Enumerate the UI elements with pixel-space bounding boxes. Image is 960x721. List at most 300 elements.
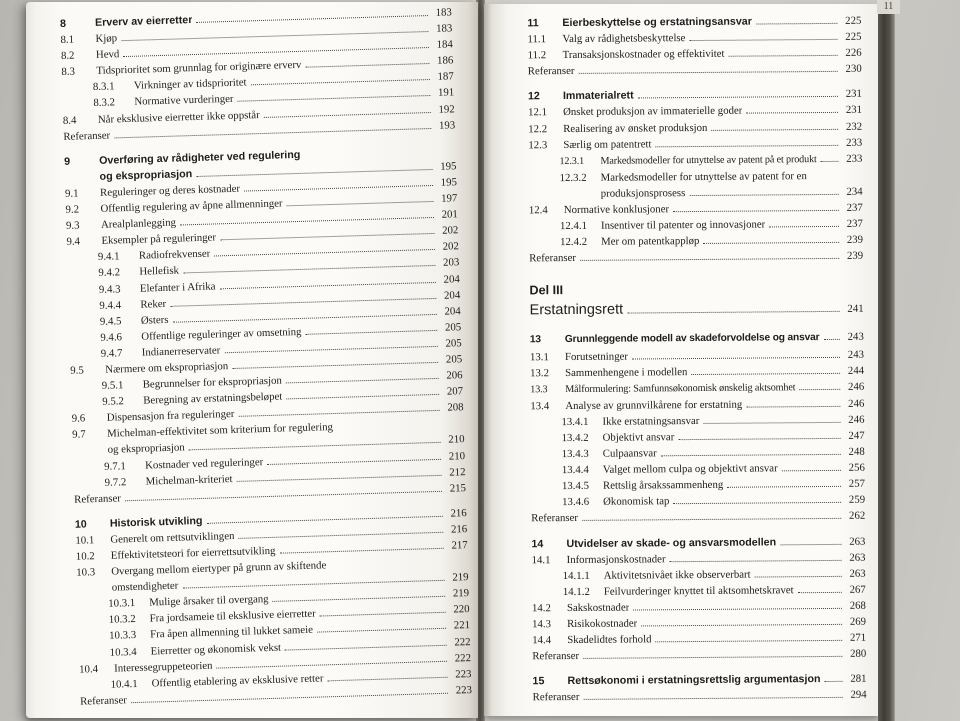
toc-entry-page: 223 bbox=[455, 667, 472, 681]
dot-leader bbox=[251, 79, 430, 85]
toc-entry-number: 10.3.1 bbox=[108, 597, 136, 611]
toc-entry-title: Beregning av erstatningsbeløpet bbox=[143, 390, 283, 407]
toc-entry-number: 14.1.1 bbox=[562, 569, 590, 582]
toc-entry-page: 202 bbox=[442, 240, 459, 254]
toc-entry-page: 208 bbox=[447, 401, 464, 414]
toc-entry-title: Markedsmodeller for utnyttelse av patent på et produkt bbox=[600, 153, 817, 167]
toc-entry-title: Indianerreservater bbox=[141, 344, 221, 359]
toc-entry-page: 262 bbox=[848, 510, 866, 523]
corner-page-number: 11 bbox=[883, 1, 894, 12]
toc-row bbox=[530, 329, 864, 349]
toc-entry-page: 221 bbox=[453, 619, 471, 633]
dot-leader bbox=[755, 576, 842, 578]
toc-entry-number: 9.4.2 bbox=[98, 266, 121, 280]
toc-entry-page: 246 bbox=[847, 380, 865, 393]
toc-entry-number: 12.4.2 bbox=[560, 236, 588, 249]
toc-entry-title: Økonomisk tap bbox=[603, 495, 670, 509]
toc-entry-page: 223 bbox=[455, 683, 473, 697]
toc-entry-page: 204 bbox=[443, 272, 460, 286]
toc-entry-page: 247 bbox=[848, 429, 865, 442]
toc-entry-title: Rettsøkonomi i erstatningsrettslig argumentasjon bbox=[567, 673, 821, 688]
toc-entry-title: Aktivitetsnivået ikke observerbart bbox=[603, 568, 751, 582]
toc-entry-number: 8.3.2 bbox=[93, 96, 116, 110]
toc-entry-number: 8 bbox=[59, 17, 67, 30]
toc-entry-page: 230 bbox=[845, 62, 862, 76]
toc-entry-title: Utvidelser av skade- og ansvarsmodellen bbox=[566, 535, 777, 550]
toc-entry-page: 186 bbox=[436, 54, 454, 68]
toc-entry-title: Referanser bbox=[529, 252, 577, 265]
toc-entry-page: 216 bbox=[450, 506, 467, 520]
toc-entry-number: 8.3.1 bbox=[92, 80, 115, 94]
toc-entry-page: 246 bbox=[848, 413, 865, 426]
toc-right bbox=[527, 13, 866, 706]
dot-leader bbox=[661, 454, 841, 456]
toc-entry-page: 219 bbox=[452, 571, 469, 584]
toc-entry-number: 12.3 bbox=[528, 138, 548, 151]
dot-leader bbox=[579, 71, 838, 74]
dot-leader bbox=[823, 339, 839, 340]
toc-entry-page: 184 bbox=[436, 38, 453, 51]
toc-entry-page: 217 bbox=[451, 539, 468, 552]
toc-entry-page: 183 bbox=[435, 22, 453, 35]
toc-entry-title: Referanser bbox=[73, 492, 122, 506]
toc-entry-number: 9.4 bbox=[66, 235, 81, 249]
dot-leader bbox=[114, 128, 431, 138]
toc-entry-page: 231 bbox=[845, 104, 863, 117]
toc-entry-number: 12.2 bbox=[528, 122, 548, 135]
toc-entry-number: 9.4.3 bbox=[98, 282, 121, 296]
toc-entry-page: 195 bbox=[440, 176, 458, 189]
page-corner bbox=[877, 0, 900, 14]
toc-entry-title: Særlig om patentrett bbox=[563, 138, 652, 151]
toc-entry bbox=[531, 508, 865, 527]
dot-leader bbox=[320, 612, 446, 617]
dot-leader bbox=[583, 656, 842, 659]
toc-entry-title: Interessegruppeteorien bbox=[113, 659, 213, 675]
toc-entry-number: 9.3 bbox=[65, 219, 80, 232]
toc-entry-title: Referanser bbox=[527, 65, 575, 78]
toc-row bbox=[533, 687, 867, 706]
dot-leader bbox=[267, 458, 441, 464]
toc-entry-page: 241 bbox=[847, 303, 864, 316]
toc-entry-page: 237 bbox=[846, 217, 863, 230]
toc-entry-number: 13.4.1 bbox=[561, 415, 589, 428]
dot-leader bbox=[655, 640, 842, 642]
toc-entry-title: Kjøp bbox=[95, 32, 118, 46]
toc-row bbox=[528, 150, 862, 170]
toc-entry-number: 13.4.2 bbox=[561, 431, 589, 445]
toc-entry-number: 10.3.3 bbox=[109, 629, 137, 643]
toc-entry-number: 9.4.5 bbox=[99, 314, 122, 328]
dot-leader bbox=[821, 161, 839, 162]
toc-entry-title: Fra åpen allmenning til lukket sameie bbox=[150, 624, 314, 642]
toc-entry-page: 205 bbox=[444, 320, 462, 334]
toc-entry-number: 9.1 bbox=[64, 187, 79, 200]
toc-entry-page: 205 bbox=[445, 353, 463, 366]
toc-entry-title: Del III bbox=[529, 283, 564, 298]
dot-leader bbox=[244, 185, 433, 192]
dot-leader bbox=[655, 145, 838, 147]
toc-entry-title: Kostnader ved reguleringer bbox=[144, 455, 264, 472]
toc-entry-page: 233 bbox=[846, 136, 863, 149]
toc-entry-title: Offentlige reguleringer av omsetning bbox=[141, 325, 302, 343]
toc-entry-number: 13.3 bbox=[530, 383, 548, 395]
toc-entry bbox=[532, 646, 866, 665]
toc-entry-title: Reguleringer og deres kostnader bbox=[99, 182, 241, 199]
toc-entry-page: 259 bbox=[848, 494, 866, 507]
dot-leader bbox=[317, 628, 446, 633]
toc-entry-title: Reker bbox=[140, 297, 167, 311]
dot-leader bbox=[627, 311, 840, 314]
toc-entry-title: Effektivitetsteori for eierrettsutvikling bbox=[110, 544, 276, 562]
toc-entry-number: 13.4 bbox=[530, 399, 550, 413]
toc-entry-page: 212 bbox=[449, 465, 466, 479]
toc-entry bbox=[533, 687, 867, 706]
toc-entry-page: 243 bbox=[847, 331, 864, 344]
toc-entry-number: 15 bbox=[532, 675, 545, 688]
toc-entry-title: Michelman-effektivitet som kriterium for regulering bbox=[107, 421, 334, 441]
toc-entry-number: 9.5.2 bbox=[102, 395, 125, 409]
toc-entry bbox=[529, 279, 863, 301]
toc-entry-number: 12.1 bbox=[528, 106, 548, 119]
toc-row bbox=[529, 279, 863, 301]
dot-leader bbox=[711, 128, 838, 130]
toc-entry-page: 204 bbox=[443, 288, 461, 302]
toc-entry-number: 10.3 bbox=[76, 566, 96, 579]
dot-leader bbox=[305, 63, 429, 68]
toc-entry-number: 8.2 bbox=[60, 49, 75, 63]
toc-entry-number: 12.4 bbox=[528, 204, 548, 217]
toc-entry-page: 263 bbox=[849, 551, 866, 564]
toc-entry-number: 10.4 bbox=[79, 662, 99, 676]
toc-entry-title: Mulige årsaker til overgang bbox=[149, 593, 269, 609]
toc-entry-number: 10.2 bbox=[75, 550, 95, 563]
dot-leader bbox=[756, 23, 838, 25]
toc-entry-page: 222 bbox=[454, 635, 471, 649]
toc-entry-title: Normative konklusjoner bbox=[563, 203, 670, 217]
toc-entry-page: 207 bbox=[446, 385, 464, 398]
toc-entry-title: Radiofrekvenser bbox=[138, 247, 211, 263]
toc-entry-title: Normative vurderinger bbox=[134, 93, 234, 109]
dot-leader bbox=[673, 210, 839, 212]
toc-entry-title: Historisk utvikling bbox=[109, 514, 203, 530]
dot-leader bbox=[286, 378, 439, 384]
toc-entry-number: 9.7 bbox=[72, 428, 86, 442]
dot-leader bbox=[125, 491, 442, 501]
toc-entry-number: 13.1 bbox=[529, 350, 549, 363]
dot-leader bbox=[799, 389, 840, 390]
toc-entry bbox=[529, 248, 863, 267]
dot-leader bbox=[780, 543, 841, 544]
dot-leader bbox=[670, 559, 842, 561]
toc-entry-number: 9.7.2 bbox=[104, 475, 127, 489]
toc-entry-number: 14.3 bbox=[532, 618, 552, 631]
toc-entry-page: 210 bbox=[448, 449, 466, 463]
toc-entry-page: 193 bbox=[438, 118, 456, 132]
toc-entry-page: 294 bbox=[850, 689, 867, 702]
toc-entry-title: Generelt om rettsutviklingen bbox=[110, 529, 235, 546]
toc-entry-number: 14.1.2 bbox=[562, 585, 590, 598]
toc-entry-page: 225 bbox=[845, 30, 862, 43]
dot-leader bbox=[306, 330, 438, 335]
toc-row bbox=[532, 671, 866, 690]
dot-leader bbox=[285, 644, 447, 650]
toc-entry-number: 9.4.7 bbox=[100, 347, 123, 360]
dot-leader bbox=[703, 242, 839, 244]
right-page bbox=[484, 4, 878, 716]
toc-entry-page: 234 bbox=[846, 185, 863, 198]
dot-leader bbox=[280, 548, 444, 554]
toc-entry-page: 215 bbox=[449, 481, 467, 495]
toc-entry-title: Erstatningsrett bbox=[529, 301, 624, 319]
toc-entry-number: 14 bbox=[531, 537, 544, 550]
dot-leader bbox=[729, 55, 838, 57]
toc-entry-number: 13.2 bbox=[530, 366, 550, 379]
toc-entry-title: produksjonsprosess bbox=[600, 187, 686, 200]
toc-entry-title: Eierbeskyttelse og erstatningsansvar bbox=[562, 15, 752, 30]
toc-entry-title: omstendigheter bbox=[111, 579, 179, 594]
toc-entry-title: Grunnleggende modell av skadeforvoldelse og ansvar bbox=[564, 332, 820, 346]
toc-entry-page: 281 bbox=[850, 672, 867, 686]
dot-leader bbox=[580, 258, 839, 261]
toc-entry-number: 10.1 bbox=[75, 534, 95, 547]
dot-leader bbox=[583, 697, 842, 700]
toc-entry-page: 239 bbox=[846, 233, 864, 247]
toc-entry-title: Transaksjonskostnader og effektivitet bbox=[562, 47, 725, 62]
toc-entry bbox=[530, 329, 864, 349]
toc-entry-number: 9.5 bbox=[70, 364, 84, 377]
dot-leader bbox=[287, 201, 434, 206]
toc-entry-title: Eierretter og økonomisk vekst bbox=[150, 641, 282, 658]
toc-entry-page: 204 bbox=[444, 304, 461, 318]
toc-row bbox=[531, 508, 865, 527]
toc-entry-page: 268 bbox=[849, 599, 866, 612]
toc-row bbox=[528, 61, 862, 80]
toc-entry-title: Nærmere om ekspropriasjon bbox=[105, 360, 229, 376]
toc-entry-title: Hevd bbox=[95, 48, 120, 62]
toc-entry-page: 233 bbox=[846, 152, 863, 165]
toc-entry-page: 225 bbox=[845, 14, 862, 27]
toc-entry-page: 192 bbox=[438, 102, 455, 116]
toc-entry-number: 13.4.5 bbox=[561, 480, 590, 493]
dot-leader bbox=[238, 410, 439, 417]
toc-entry-number: 11.1 bbox=[527, 33, 547, 46]
toc-entry-page: 191 bbox=[437, 86, 455, 100]
toc-entry-number: 13.4.6 bbox=[562, 496, 590, 509]
toc-entry-title: Mer om patentkappløp bbox=[601, 235, 700, 248]
toc-entry-number: 12.4.1 bbox=[559, 219, 587, 233]
dot-leader bbox=[689, 194, 838, 196]
toc-entry-number: 10.4.1 bbox=[110, 677, 138, 691]
toc-entry-page: 231 bbox=[845, 88, 862, 101]
toc-entry-title: Tidsprioritet som grunnlag for originære erverv bbox=[96, 59, 302, 78]
toc-entry-title: Begrunnelser for ekspropriasjon bbox=[142, 374, 283, 391]
toc-entry bbox=[529, 168, 863, 203]
toc-entry-title: Målformulering: Samfunnsøkonomisk ønskelig aktsomhet bbox=[565, 381, 796, 395]
toc-entry-title: Objektivt ansvar bbox=[602, 431, 675, 444]
toc-entry-title: Referanser bbox=[79, 694, 128, 708]
dot-leader bbox=[286, 394, 439, 400]
toc-entry-number: 9.4.4 bbox=[99, 298, 122, 312]
toc-entry-title: Ikke erstatningsansvar bbox=[602, 414, 700, 428]
toc-entry-page: 195 bbox=[440, 160, 457, 173]
toc-entry-page: 206 bbox=[446, 369, 463, 382]
toc-entry-title: Dispensasjon fra reguleringer bbox=[106, 408, 235, 424]
toc-entry-title: Østers bbox=[140, 313, 169, 327]
toc-entry-page: 257 bbox=[848, 477, 866, 491]
toc-entry-page: 216 bbox=[450, 523, 468, 536]
toc-entry-page: 201 bbox=[441, 208, 459, 221]
toc-entry-page: 269 bbox=[849, 615, 867, 628]
toc-entry-number: 11 bbox=[527, 17, 539, 30]
toc-left bbox=[60, 4, 472, 709]
dot-leader bbox=[691, 372, 840, 374]
toc-entry-title: Realisering av ønsket produksjon bbox=[563, 121, 708, 135]
toc-entry-number: 14.1 bbox=[531, 553, 551, 566]
toc-entry-title: Valget mellom culpa og objektivt ansvar bbox=[602, 462, 778, 476]
toc-entry-title: Sammenhengene i modellen bbox=[565, 365, 688, 379]
left-page bbox=[26, 2, 478, 718]
dot-leader bbox=[641, 624, 842, 627]
toc-entry-title: Overgang mellom eiertyper på grunn av skiftende bbox=[111, 559, 327, 578]
toc-entry-page: 280 bbox=[850, 647, 867, 660]
toc-entry-page: 187 bbox=[437, 70, 454, 84]
dot-leader bbox=[798, 592, 842, 593]
toc-entry-page: 271 bbox=[849, 631, 867, 644]
toc-entry-title: Forutsetninger bbox=[564, 350, 629, 363]
toc-entry-page: 203 bbox=[442, 256, 460, 270]
toc-entry-page: 243 bbox=[847, 348, 865, 361]
toc-entry-page: 222 bbox=[454, 651, 472, 665]
toc-entry-number: 8.4 bbox=[62, 114, 77, 127]
toc-entry-page: 205 bbox=[445, 337, 462, 350]
dot-leader bbox=[582, 518, 841, 521]
toc-entry-title: Hellefisk bbox=[139, 264, 180, 279]
dot-leader bbox=[633, 608, 842, 611]
toc-entry-number bbox=[77, 591, 112, 592]
toc-entry-title: og ekspropriasjon bbox=[99, 167, 193, 183]
toc-entry-title: Sakskostnader bbox=[566, 601, 630, 614]
toc-entry-page: 248 bbox=[848, 445, 865, 458]
toc-entry-page: 244 bbox=[847, 364, 865, 377]
toc-entry-number: 9.4.1 bbox=[97, 250, 120, 264]
dot-leader bbox=[638, 96, 838, 99]
toc-entry-title: Elefanter i Afrika bbox=[139, 279, 216, 295]
toc-entry-page: 256 bbox=[848, 461, 865, 474]
toc-entry-title: Fra jordsameie til eksklusive eierretter bbox=[149, 608, 316, 625]
toc-entry-number: 10.3.2 bbox=[108, 613, 136, 627]
toc-entry-number: 9.6 bbox=[71, 412, 86, 426]
toc-entry-page: 197 bbox=[441, 192, 458, 205]
toc-entry-page: 219 bbox=[452, 587, 470, 600]
toc-entry-page: 263 bbox=[849, 567, 866, 580]
toc-entry-title: Referanser bbox=[531, 512, 579, 525]
toc-entry-title: Skadelidtes forhold bbox=[567, 633, 652, 647]
toc-entry-number: 9.7.1 bbox=[103, 459, 126, 473]
toc-entry-number bbox=[65, 180, 100, 181]
dot-leader bbox=[703, 422, 840, 424]
toc-entry-number: 12.3.1 bbox=[559, 155, 585, 167]
toc-entry-title: Referanser bbox=[532, 650, 580, 663]
toc-entry-title: Markedsmodeller for utnyttelse av patent for en bbox=[600, 169, 807, 184]
toc-entry-title: Erverv av eierretter bbox=[94, 14, 193, 29]
dot-leader bbox=[689, 39, 837, 41]
toc-entry bbox=[528, 150, 862, 170]
dot-leader bbox=[328, 677, 448, 682]
dot-leader bbox=[678, 438, 840, 440]
toc-entry-title: Offentlig regulering av åpne allmenninger bbox=[100, 197, 283, 215]
toc-entry-number: 8.3 bbox=[61, 65, 76, 79]
toc-entry-title: Eksempler på reguleringer bbox=[101, 231, 217, 248]
dot-leader bbox=[632, 356, 840, 359]
toc-entry-title: Culpaansvar bbox=[602, 447, 657, 460]
toc-entry-number: 14.2 bbox=[531, 602, 551, 615]
toc-entry-page: 220 bbox=[453, 603, 470, 616]
toc-entry-number: 9.5.1 bbox=[101, 379, 124, 392]
toc-entry-number bbox=[73, 453, 108, 454]
toc-entry-page: 232 bbox=[845, 120, 863, 133]
toc-entry-number: 11.2 bbox=[527, 49, 547, 62]
toc-entry-title: Virkninger av tidsprioritet bbox=[133, 76, 247, 93]
toc-entry-title: Informasjonskostnader bbox=[566, 552, 666, 566]
toc-entry-number: 10.3.4 bbox=[109, 645, 137, 659]
toc-entry-title: og ekspropriasjon bbox=[107, 441, 185, 457]
toc-entry bbox=[532, 671, 866, 690]
toc-entry-number: 12 bbox=[527, 90, 540, 103]
dot-leader bbox=[746, 406, 840, 408]
toc-entry-title: Valg av rådighetsbeskyttelse bbox=[562, 32, 686, 46]
dot-leader bbox=[273, 596, 446, 602]
toc-entry-number: 9.4.6 bbox=[100, 331, 123, 344]
toc-entry-title: Risikokostnader bbox=[567, 617, 638, 631]
toc-entry-title: Insentiver til patenter og innovasjoner bbox=[600, 218, 766, 232]
dot-leader bbox=[746, 112, 838, 114]
toc-entry-page: 226 bbox=[845, 46, 862, 60]
toc-entry-number: 9 bbox=[63, 155, 71, 168]
toc-entry-number: 10 bbox=[74, 518, 87, 531]
toc-entry-page: 202 bbox=[441, 224, 459, 237]
dot-leader bbox=[238, 95, 431, 102]
toc-row bbox=[530, 298, 864, 323]
toc-entry-number: 13 bbox=[529, 334, 541, 346]
toc-entry-page: 246 bbox=[848, 397, 865, 410]
toc-entry-title: Arealplanlegging bbox=[100, 216, 177, 231]
toc-entry-page: 267 bbox=[849, 583, 866, 596]
dot-leader bbox=[131, 693, 448, 703]
toc-row bbox=[532, 646, 866, 665]
toc-entry-number: 9.2 bbox=[65, 203, 80, 216]
toc-entry-number: 8.1 bbox=[60, 33, 75, 47]
toc-entry-number: 14.4 bbox=[532, 634, 552, 647]
toc-entry bbox=[528, 61, 862, 80]
toc-entry-title: Når eksklusive eierretter ikke oppstår bbox=[97, 108, 260, 126]
toc-entry-title: Ønsket produksjon av immaterielle goder bbox=[563, 105, 743, 119]
page-edge-stack bbox=[878, 0, 895, 721]
toc-entry-number: 13.4.3 bbox=[561, 447, 589, 461]
dot-leader bbox=[727, 486, 841, 488]
toc-entry-title: Offentlig etablering av eksklusive retter bbox=[151, 672, 324, 690]
dot-leader bbox=[769, 226, 839, 228]
toc-entry-title: Referanser bbox=[532, 691, 580, 704]
toc-entry-title: Analyse av grunnvilkårene for erstatning bbox=[565, 398, 743, 412]
toc-entry-number: 12.3.2 bbox=[559, 171, 587, 184]
toc-entry-number: 13.4.4 bbox=[561, 464, 589, 477]
toc-entry-title: Overføring av rådigheter ved regulering bbox=[98, 148, 301, 167]
toc-entry-page: 237 bbox=[846, 201, 863, 214]
toc-entry-title: Michelman-kriteriet bbox=[145, 472, 233, 488]
toc-entry-page: 239 bbox=[846, 250, 864, 263]
toc-entry-title: Rettslig årsakssammenheng bbox=[602, 479, 724, 492]
